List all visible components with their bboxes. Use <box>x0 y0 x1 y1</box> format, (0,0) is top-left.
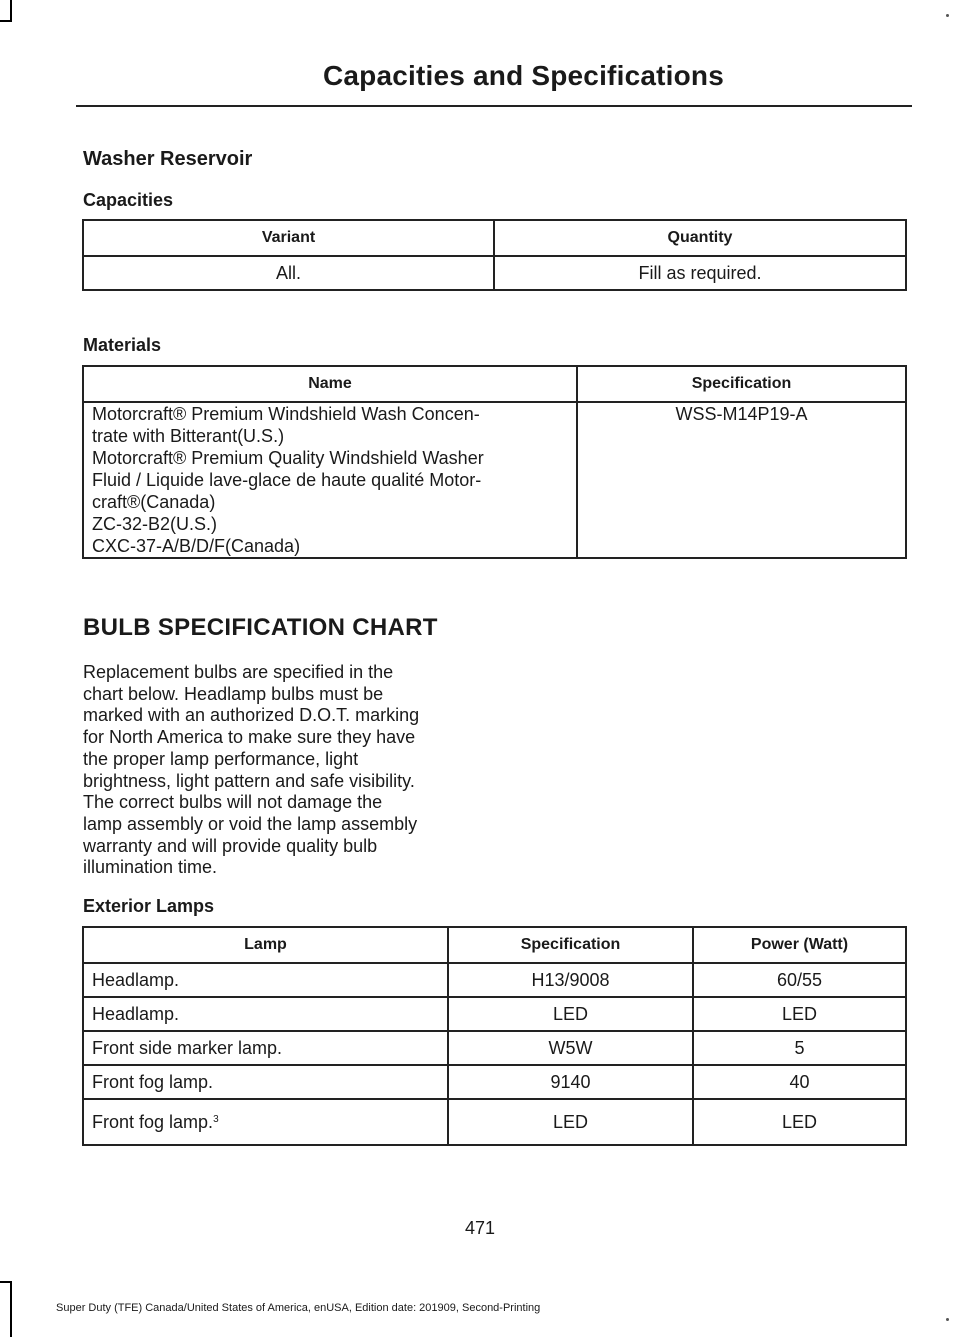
footnote-marker: 3 <box>213 1113 219 1125</box>
table-row <box>83 402 906 558</box>
table-row <box>83 1065 906 1099</box>
table-cell: 9140 <box>448 1065 693 1099</box>
material-name-line: Motorcraft® Premium Windshield Wash Concen- <box>92 404 480 424</box>
table-row <box>83 963 906 997</box>
table-header-row <box>83 220 906 256</box>
paragraph-line: for North America to make sure they have <box>83 727 416 748</box>
column-header: Lamp <box>83 927 448 963</box>
table-cell <box>83 402 577 558</box>
paragraph-line: The correct bulbs will not damage the <box>83 792 383 813</box>
table-header-row <box>83 927 906 963</box>
table-cell: LED <box>693 997 906 1031</box>
table-row <box>83 256 906 290</box>
crop-mark <box>10 0 12 22</box>
table-row <box>83 1031 906 1065</box>
table-cell: H13/9008 <box>448 963 693 997</box>
paragraph-line: brightness, light pattern and safe visibility. <box>83 770 415 791</box>
paragraph-line: warranty and will provide quality bulb <box>83 835 378 856</box>
paragraph-line: chart below. Headlamp bulbs must be <box>83 683 384 704</box>
column-header: Variant <box>83 220 494 256</box>
table-cell: 40 <box>693 1065 906 1099</box>
material-name-line: trate with Bitterant(U.S.) <box>92 426 285 446</box>
materials-heading: Materials <box>83 335 162 355</box>
table-cell: Fill as required. <box>494 256 906 290</box>
materials-table <box>82 365 907 559</box>
material-name-line: Motorcraft® Premium Quality Windshield Washer <box>92 448 484 468</box>
corner-dot <box>946 14 949 17</box>
table-cell: W5W <box>448 1031 693 1065</box>
table-cell: Front fog lamp. <box>83 1065 448 1099</box>
table-cell: WSS-M14P19-A <box>577 402 906 558</box>
corner-dot <box>946 1318 949 1321</box>
column-header: Specification <box>577 366 906 402</box>
lamp-name: Front fog lamp. <box>92 1111 214 1132</box>
crop-mark <box>10 1281 12 1337</box>
table-cell: 60/55 <box>693 963 906 997</box>
paragraph-line: illumination time. <box>83 857 218 878</box>
table-cell: Headlamp. <box>83 997 448 1031</box>
table-cell: Headlamp. <box>83 963 448 997</box>
page-title: Capacities and Specifications <box>322 60 724 91</box>
paragraph-line: marked with an authorized D.O.T. marking <box>83 705 420 726</box>
crop-mark <box>0 20 12 22</box>
material-name-line: CXC-37-A/B/D/F(Canada) <box>92 536 301 556</box>
material-name-line: Fluid / Liquide lave-glace de haute qualité Motor- <box>92 470 482 490</box>
footer-text: Super Duty (TFE) Canada/United States of America, enUSA, Edition date: 201909, Second-Printing <box>56 1302 541 1314</box>
column-header: Specification <box>448 927 693 963</box>
table-cell: 5 <box>693 1031 906 1065</box>
header-divider <box>76 105 912 107</box>
washer-reservoir-heading: Washer Reservoir <box>83 148 253 170</box>
table-cell: LED <box>448 1099 693 1145</box>
bulb-intro-paragraph <box>83 662 483 879</box>
bulb-chart-heading: BULB SPECIFICATION CHART <box>83 614 438 641</box>
capacities-table <box>82 219 907 291</box>
table-cell: LED <box>448 997 693 1031</box>
paragraph-line: the proper lamp performance, light <box>83 748 359 769</box>
paragraph-line: lamp assembly or void the lamp assembly <box>83 813 418 834</box>
exterior-lamps-table <box>82 926 907 1146</box>
page-number: 471 <box>464 1218 496 1238</box>
material-name-line: craft®(Canada) <box>92 492 216 512</box>
capacities-heading: Capacities <box>83 190 174 210</box>
table-row <box>83 1099 906 1145</box>
material-name-line: ZC-32-B2(U.S.) <box>92 514 218 534</box>
crop-mark <box>0 1281 12 1283</box>
column-header: Power (Watt) <box>693 927 906 963</box>
table-cell <box>83 1099 448 1145</box>
table-cell: LED <box>693 1099 906 1145</box>
column-header: Name <box>83 366 577 402</box>
exterior-lamps-heading: Exterior Lamps <box>83 896 215 916</box>
paragraph-line: Replacement bulbs are specified in the <box>83 662 394 682</box>
table-cell: All. <box>83 256 494 290</box>
table-row <box>83 997 906 1031</box>
table-cell: Front side marker lamp. <box>83 1031 448 1065</box>
table-header-row <box>83 366 906 402</box>
column-header: Quantity <box>494 220 906 256</box>
